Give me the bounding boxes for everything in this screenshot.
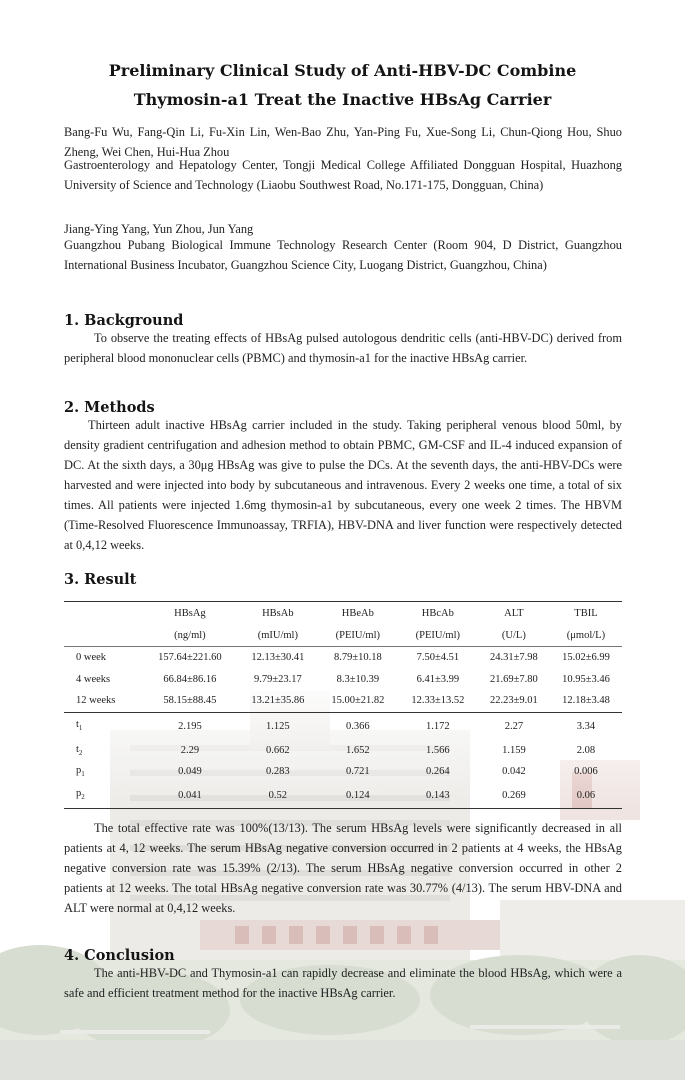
authors-group-1: Bang-Fu Wu, Fang-Qin Li, Fu-Xin Lin, Wen-Bao Zhu, Yan-Ping Fu, Xue-Song Li, Chun-Qiong Hou, Shuo Zheng, Wei Chen, Hui-Hua Zhou [64, 125, 622, 159]
table-row [64, 740, 622, 762]
row-label: $p_2$ [64, 783, 142, 809]
row-label: 4 weeks [76, 673, 111, 685]
table-units-row [64, 624, 622, 647]
affiliation-1: Gastroenterology and Hepatology Center, Tongji Medical College Affiliated Dongguan Hospital, Huazhong University of Science and Technology (Liaobu Southwest Road, No.171-175, Dongguan, China) [64, 158, 622, 192]
table-cell: 8.79±10.18 [318, 647, 398, 669]
column-unit: (PEIU/ml) [335, 629, 380, 641]
table-cell: 2.27 [478, 712, 550, 740]
background-heading: 1. Background [64, 312, 184, 329]
table-cell: 15.00±21.82 [331, 695, 385, 707]
methods-text: Thirteen adult inactive HBsAg carrier included in the study. Taking peripheral venous blood 50ml, by density gradient centrifugation and adhesion method to obtain PBMC, GM-CSF and IL-4 induced expansion of DC. At the sixth days, a 30μg HBsAg was give to pulse the DCs. At the seventh days, the anti-HBV-DCs were harvested and were injected into body by subcutaneous and intravenous. Every 2 weeks one time, a total of six times. All patients were injected 1.6mg thymosin-a1 by subcutaneous, every one week 2 times. The HBVM (Time-Resolved Fluorescence Immunoassay, TRFIA), HBV-DNA and liver function were respectively detected at 0,4,12 weeks. [64, 418, 622, 552]
column-unit: (U/L) [501, 629, 526, 641]
table-cell: 0.124 [318, 783, 398, 809]
table-cell: 2.29 [180, 744, 200, 756]
table-cell: 58.15±88.45 [163, 695, 217, 707]
table-header-row [64, 602, 622, 625]
column-unit: (PEIU/ml) [415, 629, 460, 641]
table-row [64, 761, 622, 783]
table-cell: 0.143 [398, 783, 478, 809]
table-cell: 12.13±30.41 [238, 647, 318, 669]
table-cell: 0.52 [238, 783, 318, 809]
table-cell: 13.21±35.86 [251, 695, 305, 707]
table-row [64, 647, 622, 669]
table-cell: 0.283 [266, 766, 290, 778]
table-cell: 22.23±9.01 [489, 695, 538, 707]
table-cell: 1.159 [502, 744, 526, 756]
result-heading: 3. Result [64, 571, 137, 588]
column-header: HBsAg [142, 602, 238, 625]
table-cell: 0.042 [502, 766, 526, 778]
column-header: HBeAb [318, 602, 398, 625]
table-cell: 157.64±221.60 [142, 647, 238, 669]
title-line-1: Preliminary Clinical Study of Anti-HBV-DC Combine [108, 61, 577, 80]
column-unit: (μmol/L) [566, 629, 606, 641]
table-cell: 3.34 [550, 712, 622, 740]
poster-title [40, 56, 645, 114]
table-row [64, 783, 622, 809]
background-text: To observe the treating effects of HBsAg pulsed autologous dendritic cells (anti-HBV-DC) derived from peripheral blood mononuclear cells (PBMC) and thymosin-a1 for the inactive HBsAg carrier. [64, 331, 622, 365]
authors-group-2: Jiang-Ying Yang, Yun Zhou, Jun Yang [64, 222, 254, 236]
column-unit: (ng/ml) [174, 629, 206, 641]
table-cell: 8.3±10.39 [336, 673, 380, 685]
table-cell: 24.31±7.98 [478, 647, 550, 669]
conclusion-heading: 4. Conclusion [64, 947, 175, 964]
table-cell: 1.566 [426, 744, 450, 756]
table-cell: 0.662 [266, 744, 290, 756]
table-cell: 0.049 [178, 766, 202, 778]
table-cell: 1.172 [398, 712, 478, 740]
table-cell: 2.08 [576, 744, 596, 756]
table-cell: 15.02±6.99 [550, 647, 622, 669]
result-table [64, 601, 622, 809]
table-cell: 66.84±86.16 [163, 673, 217, 685]
title-line-2: Thymosin-a1 Treat the Inactive HBsAg Carrier [133, 90, 552, 109]
row-label: $t_2$ [76, 743, 83, 757]
table-row [64, 669, 622, 691]
table-cell: 0.006 [574, 766, 598, 778]
table-cell: 12.33±13.52 [411, 695, 465, 707]
table-cell: 7.50±4.51 [398, 647, 478, 669]
table-cell: 2.195 [142, 712, 238, 740]
column-header: HBsAb [238, 602, 318, 625]
table-cell: 0.041 [142, 783, 238, 809]
conclusion-text: The anti-HBV-DC and Thymosin-a1 can rapidly decrease and eliminate the blood HBsAg, which were a safe and efficient treatment method for the inactive HBsAg carrier. [64, 966, 622, 1000]
table-row [64, 712, 622, 740]
table-cell: 1.125 [238, 712, 318, 740]
column-unit: (mIU/ml) [257, 629, 298, 641]
row-label: 12 weeks [76, 695, 116, 707]
table-cell: 10.95±3.46 [562, 673, 610, 685]
table-cell: 0.721 [346, 766, 370, 778]
row-label: 0 week [64, 647, 142, 669]
column-header: HBcAb [398, 602, 478, 625]
table-cell: 21.69±7.80 [489, 673, 538, 685]
column-header: ALT [478, 602, 550, 625]
affiliation-2: Guangzhou Pubang Biological Immune Technology Research Center (Room 904, D District, Guangzhou International Business Incubator, Guangzhou Science City, Luogang District, Guangzhou, China) [64, 238, 622, 272]
result-text: The total effective rate was 100%(13/13). The serum HBsAg levels were significantly decreased in all patients at 4, 12 weeks. The serum HBsAg negative conversion occurred in 2 patients at 4 weeks, the HBsAg negative conversion rate was 15.39% (2/13). The serum HBsAg negative conversion occurred in other 2 patients at 12 weeks. The total HBsAg negative conversion rate was 30.77% (4/13). The serum HBV-DNA and ALT were normal at 0,4,12 weeks. [64, 821, 622, 915]
table-cell: 6.41±3.99 [416, 673, 460, 685]
table-cell: 9.79±23.17 [253, 673, 302, 685]
table-cell: 0.366 [318, 712, 398, 740]
column-header: TBIL [550, 602, 622, 625]
table-cell: 0.06 [550, 783, 622, 809]
row-label: $t_1$ [64, 712, 142, 740]
table-cell: 0.269 [478, 783, 550, 809]
table-cell: 12.18±3.48 [562, 695, 610, 707]
methods-heading: 2. Methods [64, 399, 155, 416]
table-cell: 1.652 [346, 744, 370, 756]
row-label: $p_1$ [76, 765, 85, 779]
table-row [64, 690, 622, 712]
table-cell: 0.264 [426, 766, 450, 778]
